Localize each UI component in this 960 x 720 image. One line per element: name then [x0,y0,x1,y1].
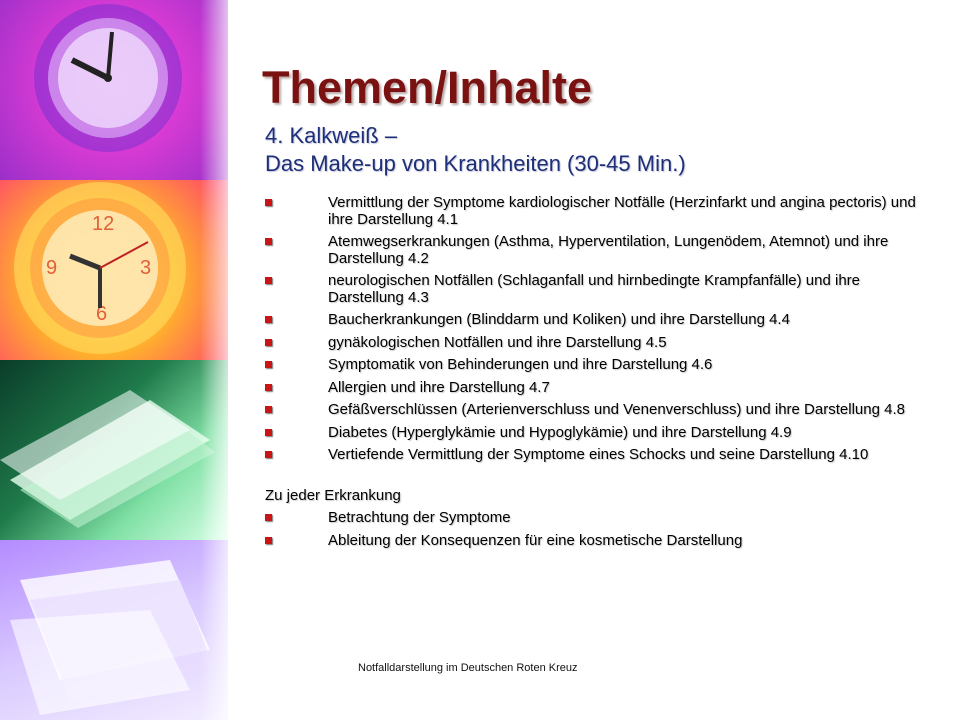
list-item [265,380,935,397]
bullet-square-icon [265,361,272,368]
bullet-square-icon [265,514,272,521]
list-item-text: Gefäßverschlüssen (Arterienverschluss und Venenverschluss) und ihre Darstellung 4.8 [328,401,905,418]
sub-topic-list [265,510,935,549]
bullet-square-icon [265,406,272,413]
bullet-square-icon [265,199,272,206]
list-item [265,510,935,527]
papers-image [0,540,228,720]
subtitle-line-1: 4. Kalkweiß – [265,123,398,148]
list-item-text: gynäkologischen Notfällen und ihre Darstellung 4.5 [328,333,667,351]
slide-title: Themen/Inhalte [262,62,593,113]
slide-content [265,195,935,555]
bullet-square-icon [265,277,272,284]
bullet-square-icon [265,537,272,544]
list-item [265,312,935,329]
list-item-text: Vertiefende Vermittlung der Symptome eines Schocks und seine Darstellung 4.10 [328,446,869,463]
list-item-text: Atemwegserkrankungen (Asthma, Hyperventilation, Lungenödem, Atemnot) und ihre Darstellung 4.2 [328,233,889,267]
list-item-text: Vermittlung der Symptome kardiologischer Notfälle (Herzinfarkt und angina pectoris) und ihre Darstellung 4.1 [328,194,916,228]
subtitle-line-2: Das Make-up von Krankheiten (30-45 Min.) [265,151,686,176]
section-label: Zu jeder Erkrankung [265,486,401,504]
list-item [265,357,935,374]
bullet-square-icon [265,429,272,436]
svg-text:6: 6 [96,303,108,325]
svg-text:9: 9 [46,257,58,279]
clock-image [0,180,228,360]
list-item-text: Ableitung der Konsequenzen für eine kosmetische Darstellung [328,531,743,549]
list-item [265,447,935,464]
list-item [265,273,935,306]
bullet-square-icon [265,384,272,391]
image-fade [200,0,228,720]
bullet-square-icon [265,316,272,323]
list-item-text: Betrachtung der Symptome [328,509,511,526]
list-item-text: Diabetes (Hyperglykämie und Hypoglykämie) und ihre Darstellung 4.9 [328,423,792,441]
list-item-text: Symptomatik von Behinderungen und ihre Darstellung 4.6 [328,356,713,373]
slide-subtitle [265,122,945,178]
decorative-image-strip [0,0,228,720]
slide-footer: Notfalldarstellung im Deutschen Roten Kreuz [358,662,578,674]
list-item [265,335,935,352]
list-item [265,533,935,550]
list-item-text: Allergien und ihre Darstellung 4.7 [328,378,550,396]
bullet-square-icon [265,451,272,458]
bullet-square-icon [265,238,272,245]
list-item-text: neurologischen Notfällen (Schlaganfall und hirnbedingte Krampfanfälle) und ihre Darstellung 4.3 [328,272,861,306]
list-item [265,425,935,442]
clock-image [0,0,228,180]
topic-list [265,195,935,464]
list-item [265,402,935,419]
list-item-text: Baucherkrankungen (Blinddarm und Koliken) und ihre Darstellung 4.4 [328,311,790,328]
papers-image [0,360,228,540]
svg-text:3: 3 [140,257,152,279]
svg-text:12: 12 [92,213,115,235]
bullet-square-icon [265,339,272,346]
list-item [265,195,935,228]
list-item [265,234,935,267]
